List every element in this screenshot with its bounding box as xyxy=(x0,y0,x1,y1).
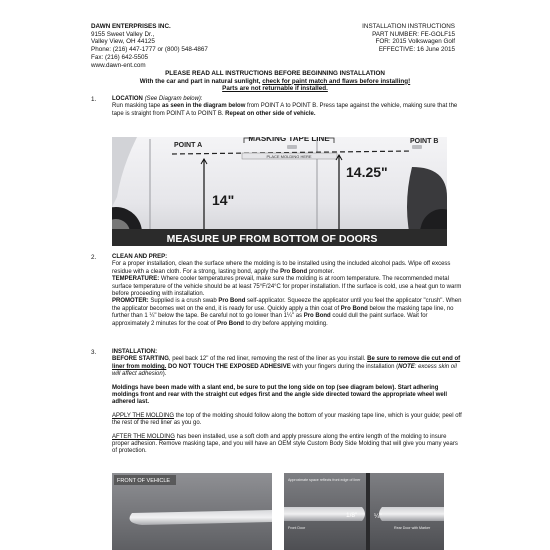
bs-a: , peel back 12" of the red liner, removing the rest of the liner as you install. xyxy=(168,356,368,363)
temp-text: Where cooler temperatures prevail, make sure the molding is at room temperature. The recommended metal surface temperature of the vehicle should be at least 75°F/24°C for proper installation. If the surface is cold, use a heat gun to warm before proceeding with installation. xyxy=(112,276,462,298)
location-see: (See Diagram below) xyxy=(144,96,201,102)
document-info xyxy=(362,23,455,54)
bs-label: BEFORE STARTING xyxy=(112,356,169,363)
molding-label: PLACE MOLDING HERE xyxy=(266,154,312,159)
molding-rear-end xyxy=(379,507,444,521)
notice-line-2-b: check for paint match and flaws before installing! xyxy=(262,77,411,85)
front-of-vehicle-label: FRONT OF VEHICLE xyxy=(117,478,171,484)
loc-t1: Run masking tape xyxy=(112,103,163,110)
bs-d: with your fingers during the installation ( xyxy=(290,363,399,370)
loc-t4: Repeat on other side of vehicle. xyxy=(225,110,316,117)
notice-line-2 xyxy=(0,78,550,86)
clean-text xyxy=(112,261,462,276)
temperature-text xyxy=(112,276,462,298)
masking-label: MASKING TAPE LINE xyxy=(248,137,330,143)
location-diagram xyxy=(112,137,447,246)
notice-line-3: Parts are not returnable if installed. xyxy=(222,85,328,93)
gap-dim-1: 1/8" xyxy=(346,512,358,519)
loc-t2: as seen in the diagram below xyxy=(162,103,246,110)
step-number-2: 2. xyxy=(91,254,97,261)
slant-end-text: Moldings have been made with a slant end, be sure to put the long side on top (see diagram below). Start adhering moldings front and rear with the straight cut edges first and the angle side directed toward the appropriate wheel well adhered last. xyxy=(112,384,448,406)
bs-b: Be sure to remove die cut end of liner from molding. xyxy=(112,356,461,370)
door-handle-rear xyxy=(412,145,422,149)
before-starting-text xyxy=(112,356,462,378)
promoter-text xyxy=(112,298,462,328)
part-number: PART NUMBER: FE-GOLF15 xyxy=(372,30,455,38)
after-label: AFTER THE MOLDING xyxy=(112,433,175,440)
loc-t3: from POINT A to POINT B. Press tape against the vehicle, making sure that the tape is straight from POINT A to POINT B. xyxy=(112,103,458,117)
clean-b: Pro Bond xyxy=(280,268,308,275)
point-b-label: POINT B xyxy=(410,138,439,145)
bs-g: ). xyxy=(162,371,167,378)
install-title: INSTALLATION: xyxy=(112,349,158,355)
apply-label: APPLY THE MOLDING xyxy=(112,412,175,419)
notice-line-1: PLEASE READ ALL INSTRUCTIONS BEFORE BEGINNING INSTALLATION xyxy=(165,70,385,77)
company-info xyxy=(91,23,208,69)
bs-f: : excess skin oil will affect adhesion xyxy=(112,363,457,378)
prom-e: below the masking tape line, no further than 1 ¼" below the tape. Be careful not to go lower than 1¼" as xyxy=(112,305,454,320)
liner-note: Approximate space reflects front edge of liner xyxy=(288,478,361,482)
gap-dim-2: ¼" xyxy=(374,513,382,520)
location-title: LOCATION xyxy=(112,96,143,102)
vehicle-fit: FOR: 2015 Volkswagen Golf xyxy=(375,38,455,46)
bs-c: DO NOT TOUCH THE EXPOSED ADHESIVE xyxy=(166,363,291,370)
step-number-1: 1. xyxy=(91,96,97,103)
rear-door-label: Rear Door with Marker xyxy=(394,526,431,530)
section-installation xyxy=(112,349,462,456)
website: www.dawn-ent.com xyxy=(91,61,146,69)
after-text xyxy=(112,434,462,456)
molding-front-photo xyxy=(112,473,272,550)
height-rear: 14.25" xyxy=(346,164,388,180)
apply-text xyxy=(112,413,462,428)
front-door-label: Front Door xyxy=(288,526,306,530)
door-gap-line xyxy=(366,473,370,550)
prom-f: Pro Bond xyxy=(303,313,331,320)
notice-block xyxy=(0,70,550,93)
company-name: DAWN ENTERPRISES INC. xyxy=(91,23,171,30)
section-clean-prep xyxy=(112,254,462,328)
prom-i: to dry before applying molding. xyxy=(244,320,328,327)
after-body: has been installed, use a soft cloth and apply pressure along the entire length of the molding to insure proper adhesion. Remove masking tape, and you will have an OEM style Custom Body Side Molding that will give you many years of protection. xyxy=(112,433,458,455)
fax: Fax: (216) 642-5505 xyxy=(91,53,149,61)
doc-title: INSTALLATION INSTRUCTIONS xyxy=(362,23,455,30)
notice-line-2-a: With the car and part in natural sunlight, xyxy=(139,77,263,85)
location-text xyxy=(112,103,462,118)
point-a-label: POINT A xyxy=(174,142,203,149)
molding-gap-photo xyxy=(284,473,444,550)
clean-title: CLEAN AND PREP: xyxy=(112,254,168,260)
phone: Phone: (216) 447-1777 or (800) 548-4867 xyxy=(91,46,208,54)
prom-c: self-applicator. Squeeze the applicator until you feel the applicator "crush". When the applicator becomes wet on the end, it is ready for use. Quickly apply a thin coat of xyxy=(112,298,462,312)
prom-d: Pro Bond xyxy=(340,305,368,312)
effective-date: EFFECTIVE: 16 June 2015 xyxy=(378,46,455,54)
apply-body: the top of the molding should follow along the bottom of your masking tape line, which is your guide; peel off the rest of the red liner as you go. xyxy=(112,412,462,427)
location-heading xyxy=(112,96,462,103)
diagram-caption: MEASURE UP FROM BOTTOM OF DOORS xyxy=(166,233,378,245)
step-number-3: 3. xyxy=(91,349,97,356)
prom-a: Supplied is a crush swab xyxy=(148,298,219,305)
door-handle-front xyxy=(287,145,297,149)
clean-a: For a proper installation, clean the surface where the molding is to be installed using the included alcohol pads. Wipe off excess residue with a clean cloth. For a strong, lasting bond, apply the xyxy=(112,261,451,275)
address-line-1: 9155 Sweet Valley Dr., xyxy=(91,30,155,38)
prom-label: PROMOTER: xyxy=(112,298,149,305)
section-location xyxy=(112,96,462,118)
bs-e: NOTE xyxy=(398,363,415,370)
temp-label: TEMPERATURE: xyxy=(112,276,160,283)
clean-c: promoter. xyxy=(307,268,335,275)
prom-g: could dull the paint surface. Wait for approximately 2 minutes for the coat of xyxy=(112,313,428,327)
address-line-2: Valley View, OH 44125 xyxy=(91,38,155,46)
prom-b: Pro Bond xyxy=(218,298,246,305)
prom-h: Pro Bond xyxy=(217,320,245,327)
height-front: 14" xyxy=(212,192,235,208)
location-colon: : xyxy=(200,96,203,102)
